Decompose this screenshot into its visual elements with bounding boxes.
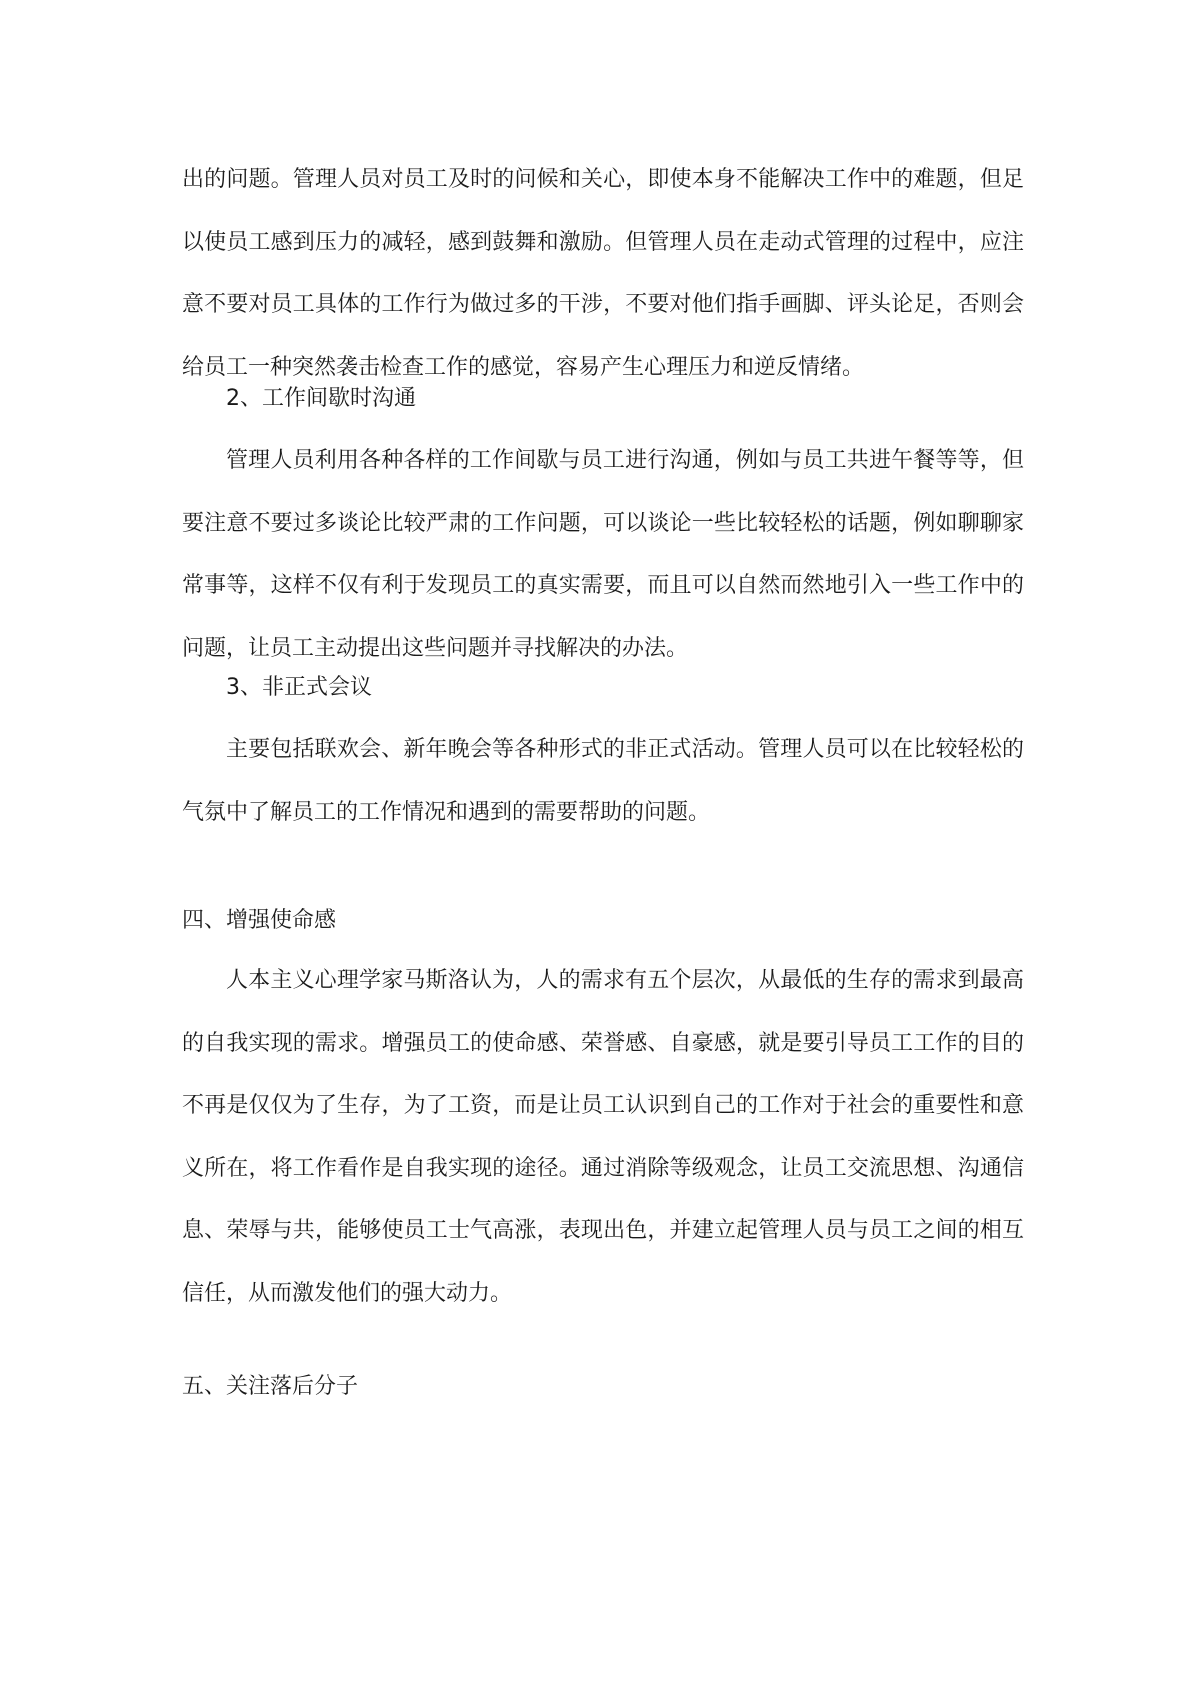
heading-mission-sense: 四、增强使命感 xyxy=(182,908,337,933)
subheading-break-communication: 2、工作间歇时沟通 xyxy=(226,386,416,411)
paragraph-informal-meeting: 主要包括联欢会、新年晚会等各种形式的非正式活动。管理人员可以在比较轻松的气氛中了解员工的工作情况和遇到的需要帮助的问题。 xyxy=(182,737,1024,825)
paragraph-mission-sense: 人本主义心理学家马斯洛认为，人的需求有五个层次，从最低的生存的需求到最高的自我实现的需求。增强员工的使命感、荣誉感、自豪感，就是要引导员工工作的目的不再是仅仅为了生存，为了工资，而是让员工认识到自己的工作对于社会的重要性和意义所在，将工作看作是自我实现的途径。通过消除等级观念，让员工交流思想、沟通信息、荣辱与共，能够使员工士气高涨，表现出色，并建立起管理人员与员工之间的相互信任，从而激发他们的强大动力。 xyxy=(182,968,1024,1306)
heading-focus-laggards: 五、关注落后分子 xyxy=(182,1374,359,1399)
paragraph-break-communication: 管理人员利用各种各样的工作间歇与员工进行沟通，例如与员工共进午餐等等，但要注意不要过多谈论比较严肃的工作问题，可以谈论一些比较轻松的话题，例如聊聊家常事等，这样不仅有利于发现员工的真实需要，而且可以自然而然地引入一些工作中的问题，让员工主动提出这些问题并寻找解决的办法。 xyxy=(182,448,1024,661)
paragraph-walkaround-management: 出的问题。管理人员对员工及时的问候和关心，即使本身不能解决工作中的难题，但足以使员工感到压力的减轻，感到鼓舞和激励。但管理人员在走动式管理的过程中，应注意不要对员工具体的工作行为做过多的干涉，不要对他们指手画脚、评头论足，否则会给员工一种突然袭击检查工作的感觉，容易产生心理压力和逆反情绪。 xyxy=(182,167,1024,380)
subheading-informal-meeting: 3、非正式会议 xyxy=(226,675,372,700)
